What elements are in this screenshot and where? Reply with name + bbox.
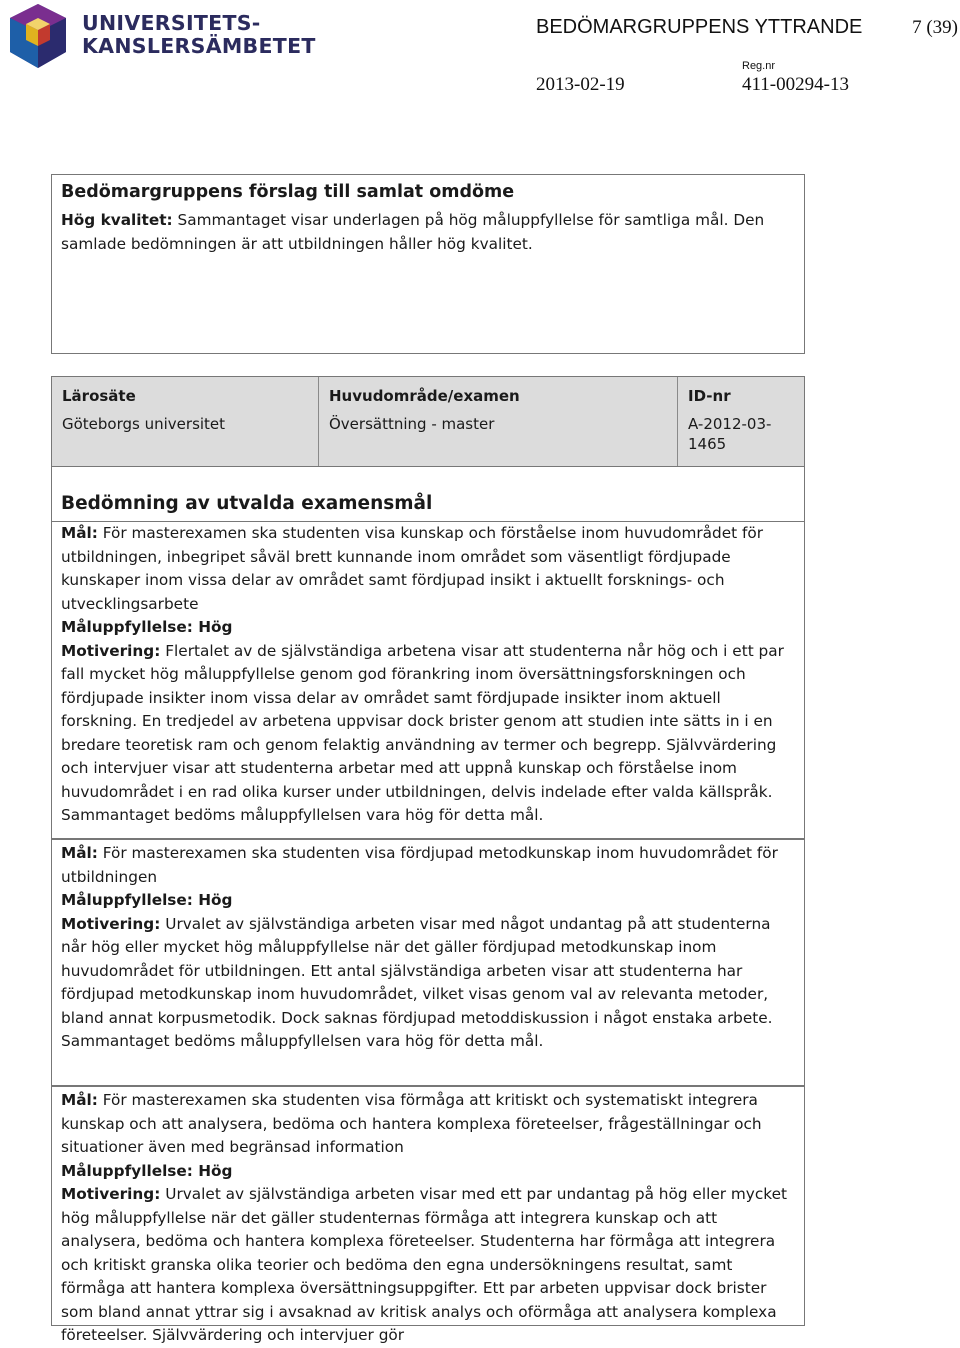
motivering-text: Urvalet av självständiga arbeten visar med något undantag på att studenterna når hög eller mycket hög måluppfyllelse när det gäller fördjupad metodkunskap inom huvudområdet för utbildningen. Ett antal självständiga arbeten visar att studenterna har fördjupad metodkunskap inom huvudområdet, vilket visas genom val av relevanta metoder, bland annat korpusmetodik. Dock saknas fördjupad metoddiskussion i något enstaka arbete. Sammantaget bedöms måluppfyllelsen vara hög för detta mål. <box>61 914 773 1050</box>
regnr-label: Reg.nr <box>742 60 776 72</box>
motivering-label: Motivering: <box>61 914 161 933</box>
maluppfyllelse-text: Måluppfyllelse: Hög <box>61 618 233 636</box>
document-title: BEDÖMARGRUPPENS YTTRANDE <box>536 16 863 38</box>
mal-text: För masterexamen ska studenten visa fördjupad metodkunskap inom huvudområdet för utbildningen <box>61 844 778 886</box>
larosate-value: Göteborgs universitet <box>62 415 226 433</box>
goal-box-2 <box>51 839 805 1086</box>
goal-1-maluppfyllelse <box>61 616 795 640</box>
goal-3-motivering <box>61 1183 795 1348</box>
mal-label: Mål: <box>61 1091 98 1109</box>
goal-2-content <box>61 842 795 1054</box>
goal-3-mal <box>61 1089 795 1160</box>
summary-box <box>51 174 805 354</box>
goal-3-maluppfyllelse <box>61 1160 795 1184</box>
document-date: 2013-02-19 <box>536 74 625 95</box>
info-cell-id <box>677 377 804 466</box>
goal-1-content <box>61 522 795 828</box>
info-cell-larosate <box>52 377 318 466</box>
maluppfyllelse-text: Måluppfyllelse: Hög <box>61 1161 233 1180</box>
goal-box-3 <box>51 1086 805 1344</box>
mal-label: Mål: <box>61 844 98 862</box>
page-number: 7 (39) <box>912 17 958 38</box>
uka-logo-icon <box>6 2 70 72</box>
motivering-text: Urvalet av självständiga arbeten visar med ett par undantag på hög eller mycket hög måluppfyllelse när det gäller studenternas förmåga att integrera kunskap och att analysera, bedöma och hantera komplexa företeelser. Studenterna har förmåga att integrera och kritiskt granska olika teorier och bedöma den egna undersökningens resultat, samt förmåga att hantera komplexa översättningsuppgifter. Ett par arbeten uppvisar dock brister som bland annat yttrar sig i avsaknad av kritisk analys och oförmåga att analysera komplexa företeelser. Självvärdering och intervjuer gör <box>61 1185 787 1344</box>
goal-1-motivering <box>61 640 795 828</box>
mal-label: Mål: <box>61 524 98 542</box>
mal-text: För masterexamen ska studenten visa kunskap och förståelse inom huvudområdet för utbildningen, inbegripet såväl brett kunnande inom området som väsentligt fördjupade kunskaper inom vissa delar av området samt fördjupad insikt i aktuellt forsknings- och utvecklingsarbete <box>61 524 764 613</box>
info-table <box>51 376 805 467</box>
larosate-label: Lärosäte <box>62 387 136 405</box>
regnr-value: 411-00294-13 <box>742 74 849 95</box>
motivering-label: Motivering: <box>61 641 161 660</box>
summary-body: Sammantaget visar underlagen på hög måluppfyllelse för samtliga mål. Den samlade bedömningen är att utbildningen håller hög kvalitet. <box>61 211 765 253</box>
goal-box-1 <box>51 466 805 839</box>
assessment-heading: Bedömning av utvalda examensmål <box>61 493 433 514</box>
info-cell-huvudomrade <box>318 377 677 466</box>
org-name-line2: KANSLERSÄMBETET <box>82 34 316 58</box>
maluppfyllelse-text: Måluppfyllelse: Hög <box>61 891 233 909</box>
goal-2-maluppfyllelse <box>61 889 795 913</box>
org-name-line1: UNIVERSITETS- <box>82 11 261 35</box>
goal-2-mal <box>61 842 795 889</box>
mal-text: För masterexamen ska studenten visa förmåga att kritiskt och systematiskt integrera kunskap och att analysera, bedöma och hantera komplexa företeelser, frågeställningar och situationer även med begränsad information <box>61 1091 762 1156</box>
motivering-label: Motivering: <box>61 1185 161 1203</box>
id-value: A-2012-03-1465 <box>688 415 772 453</box>
huvudomrade-label: Huvudområde/examen <box>329 387 520 405</box>
id-label: ID-nr <box>688 387 731 405</box>
org-name <box>82 12 316 58</box>
goal-1-mal <box>61 522 795 616</box>
goal-3-content <box>61 1089 795 1348</box>
summary-lead: Hög kvalitet: <box>61 211 173 229</box>
summary-text <box>61 209 795 256</box>
motivering-text: Flertalet av de självständiga arbetena visar att studenterna når hög och i ett par fall mycket hög måluppfyllelse genom god förankring inom översättningsforskningen och fördjupade insikter inom vissa delar av området samt fördjupade insikter inom aktuell forskning. En tredjedel av arbetena uppvisar dock brister genom att studien inte sätts in i en bredare teoretisk ram och genom felaktig användning av termer och begrepp. Självvärdering och intervjuer visar att studenterna arbetar med att uppnå kunskap och förståelse inom huvudområdet i en rad olika kurser under utbildningen, delvis indelade efter valda källspråk. Sammantaget bedöms måluppfyllelsen vara hög för detta mål. <box>61 641 784 824</box>
summary-heading: Bedömargruppens förslag till samlat omdöme <box>61 182 515 202</box>
goal-2-motivering <box>61 913 795 1054</box>
huvudomrade-value: Översättning - master <box>329 415 495 433</box>
